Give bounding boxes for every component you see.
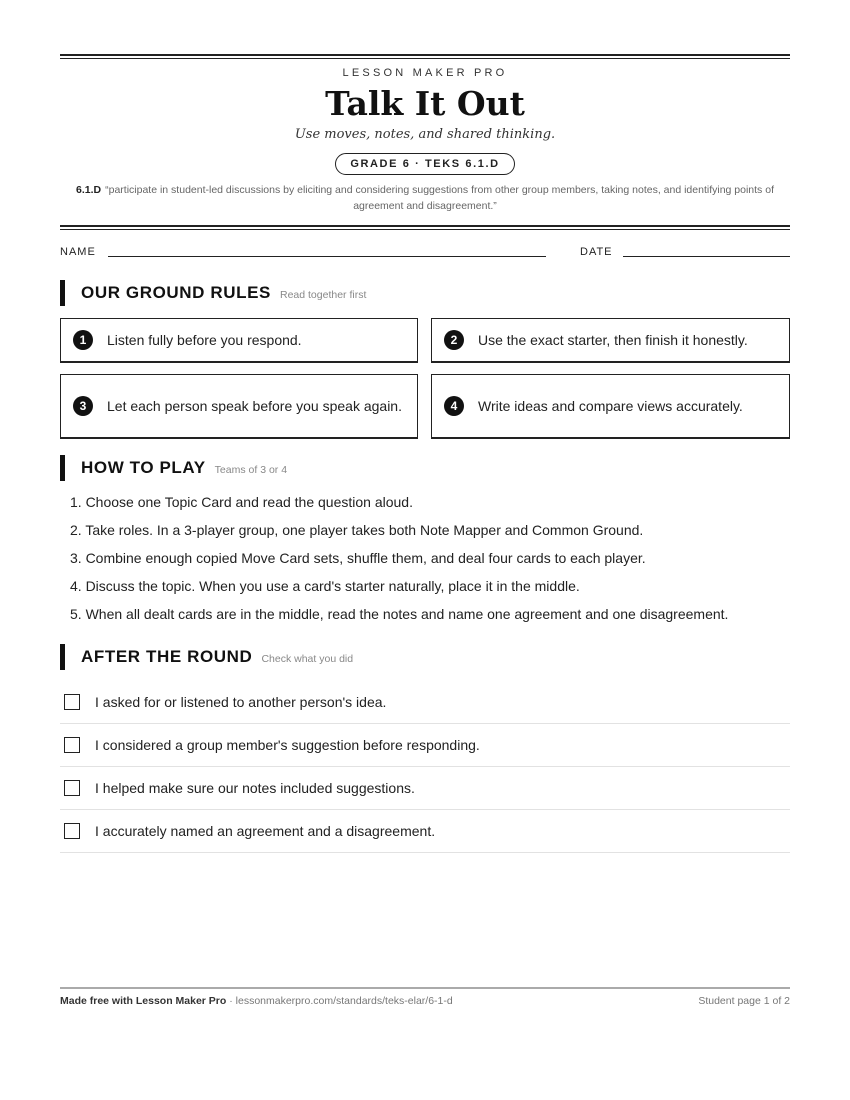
rule-number-badge: 2 [444,330,464,350]
ground-rule-card-3 [60,374,418,439]
after-round-heading [60,644,353,670]
step-item: 2. Take roles. In a 3-player group, one player takes both Note Mapper and Common Ground. [70,522,644,538]
grade-standard-badge: GRADE 6 · TEKS 6.1.D [335,153,514,175]
footer-rule [60,987,790,989]
after-round-note: Check what you did [261,652,354,665]
ground-rule-card-1 [60,318,418,363]
standard-code: 6.1.D [76,184,102,196]
ground-rule-card-2 [431,318,790,363]
badge-wrap [60,153,790,175]
name-date-bar [60,246,790,260]
footer-page-number: Student page 1 of 2 [698,995,790,1007]
top-double-rule [60,54,790,59]
standard-description [60,182,790,214]
how-to-play-heading [60,455,287,481]
rule-text: Write ideas and compare views accurately. [478,397,743,414]
rule-text: Let each person speak before you speak again. [107,397,402,414]
checklist-item [60,680,790,724]
page-title: Talk It Out [325,84,525,123]
brand-name: LESSON MAKER PRO [342,67,508,79]
rule-text: Use the exact starter, then finish it honestly. [478,331,748,348]
page-footer [60,995,790,1007]
checkbox[interactable] [64,694,80,710]
standard-text: “participate in student-led discussions by eliciting and considering suggestions from other group members, taking notes, and identifying points of agreement and disagreement.” [105,184,774,212]
date-label: DATE [580,246,613,258]
footer-made-by: Made free with Lesson Maker Pro [60,995,227,1007]
date-write-line[interactable] [623,256,790,257]
step-item: 4. Discuss the topic. When you use a card's starter naturally, place it in the middle. [70,578,580,594]
step-item: 1. Choose one Topic Card and read the question aloud. [70,494,413,510]
checklist-item [60,724,790,767]
how-to-play-title: HOW TO PLAY [81,458,206,477]
checklist-text: I helped make sure our notes included suggestions. [95,780,415,796]
name-label: NAME [60,246,96,258]
page-subtitle: Use moves, notes, and shared thinking. [294,127,556,142]
rule-number-badge: 4 [444,396,464,416]
checklist-text: I accurately named an agreement and a disagreement. [95,823,436,839]
after-round-checklist [60,680,790,853]
header-bottom-double-rule [60,225,790,230]
rule-number-badge: 1 [73,330,93,350]
ground-rule-card-4 [431,374,790,439]
checklist-text: I asked for or listened to another person's idea. [95,693,387,710]
ground-rules-heading [60,280,366,306]
rule-text: Listen fully before you respond. [107,331,302,348]
step-item: 5. When all dealt cards are in the middle, read the notes and name one agreement and one disagreement. [70,606,729,622]
checkbox[interactable] [64,780,80,796]
checkbox[interactable] [64,737,80,753]
after-round-title: AFTER THE ROUND [81,647,253,666]
how-to-play-steps [60,490,800,630]
checkbox[interactable] [64,823,80,839]
ground-rules-note: Read together first [280,288,367,301]
ground-rules-title: OUR GROUND RULES [81,283,271,302]
footer-url[interactable]: · lessonmakerpro.com/standards/teks-elar/6-1-d [226,995,453,1007]
name-write-line[interactable] [108,256,546,257]
how-to-play-note: Teams of 3 or 4 [214,463,288,476]
rule-number-badge: 3 [73,396,93,416]
step-item: 3. Combine enough copied Move Card sets, shuffle them, and deal four cards to each player. [70,550,646,566]
checklist-text: I considered a group member's suggestion before responding. [95,737,480,753]
checklist-item [60,810,790,853]
checklist-item [60,767,790,810]
